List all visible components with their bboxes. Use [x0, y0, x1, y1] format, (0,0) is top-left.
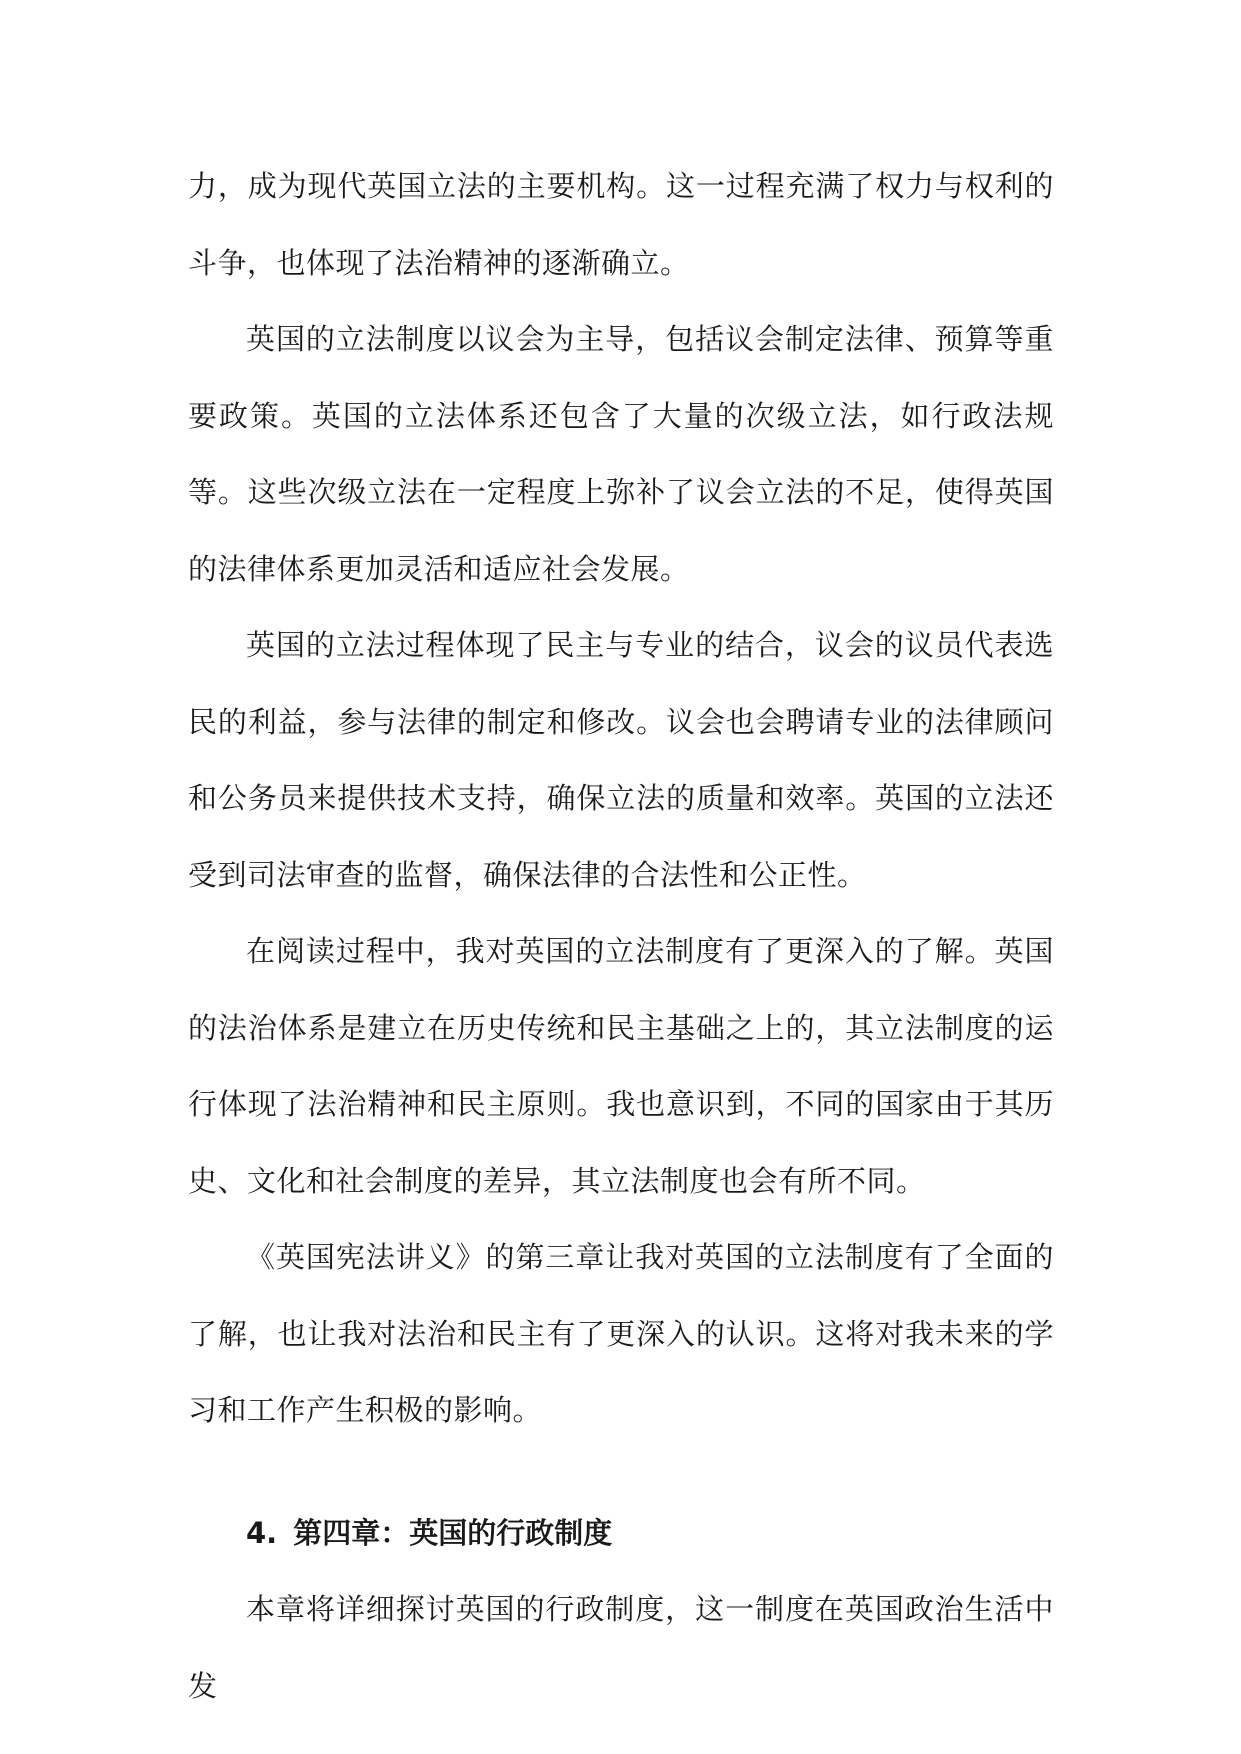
document-body	[188, 148, 1054, 1724]
paragraph-chapter-summary: 《英国宪法讲义》的第三章让我对英国的立法制度有了全面的了解，也让我对法治和民主有了更深入的认识。这将对我未来的学习和工作产生积极的影响。	[188, 1240, 1054, 1427]
paragraph-continued: 力，成为现代英国立法的主要机构。这一过程充满了权力与权利的斗争，也体现了法治精神的逐渐确立。	[188, 169, 1054, 280]
section-number: 4.	[246, 1515, 278, 1550]
paragraph-reading-reflection: 在阅读过程中，我对英国的立法制度有了更深入的了解。英国的法治体系是建立在历史传统和民主基础之上的，其立法制度的运行体现了法治精神和民主原则。我也意识到，不同的国家由于其历史、文化和社会制度的差异，其立法制度也会有所不同。	[188, 934, 1054, 1198]
paragraph-legislative-system: 英国的立法制度以议会为主导，包括议会制定法律、预算等重要政策。英国的立法体系还包含了大量的次级立法，如行政法规等。这些次级立法在一定程度上弥补了议会立法的不足，使得英国的法律体系更加灵活和适应社会发展。	[188, 322, 1054, 586]
section-title: 第四章：英国的行政制度	[293, 1515, 613, 1550]
section-heading	[188, 1495, 1054, 1572]
paragraph-legislative-process: 英国的立法过程体现了民主与专业的结合，议会的议员代表选民的利益，参与法律的制定和修改。议会也会聘请专业的法律顾问和公务员来提供技术支持，确保立法的质量和效率。英国的立法还受到司法审查的监督，确保法律的合法性和公正性。	[188, 628, 1054, 892]
paragraph-section-intro: 本章将详细探讨英国的行政制度，这一制度在英国政治生活中发	[188, 1592, 1054, 1703]
